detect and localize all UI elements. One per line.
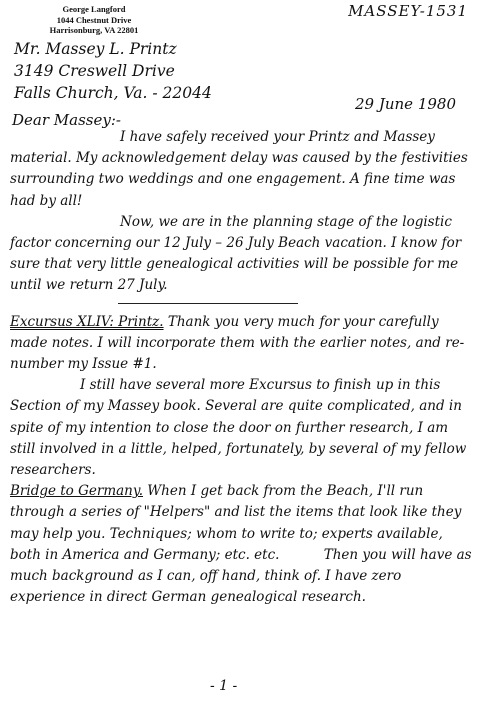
sender-name: George Langford [62,4,126,14]
recipient-name: Mr. Massey L. Printz [14,40,177,58]
germany-text: When I get back from the Beach, I'll run through a series of "Helpers" and list the items that look like they may help you. Techniques; whom to write to; experts available, both in America and Germany; etc. etc. [10,483,462,563]
page-number: - 1 - [210,678,238,694]
excursus-heading: Excursus XLIV: Printz. [10,313,164,330]
reference-code: MASSEY-1531 [348,2,468,20]
paragraph-acknowledgement: I have safely received your Printz and Massey material. My acknowledgement delay was caused by the festivities surrounding two weddings and one engagement. A fine time was had by all! [10,129,468,209]
germany-heading: Bridge to Germany. [10,483,143,500]
recipient-city: Falls Church, Va. - 22044 [14,84,212,102]
paragraph-massey-book: I still have several more Excursus to finish up in this Section of my Massey book. Several are quite complicated, and in spite of my intention to close the door on further research, I am still involved in a little, helped, fortunately, by several of my fellow researchers. [10,377,467,479]
paragraph-excursus [10,312,472,376]
recipient-street: 3149 Creswell Drive [14,62,175,80]
letter-date: 29 June 1980 [354,95,456,113]
salutation: Dear Massey:- [12,111,121,129]
excursus-text: Thank you very much for your carefully made notes. I will incorporate them with the earlier notes, and re-number my Issue #1. [10,313,465,373]
section-divider [118,303,298,304]
paragraph-vacation: Now, we are in the planning stage of the logistic factor concerning our 12 July – 26 July Beach vacation. I know for sure that very little genealogical activities will be possible for me until we return 27 July. [10,213,462,294]
recipient-address [14,38,212,104]
letterhead [14,4,174,36]
germany-text-cont: Then you will have as much background as I can, off hand, think of. I have zero experience in direct German genealogical research. [10,546,472,606]
letter-body [10,127,472,608]
sender-street: 1044 Chestnut Drive [56,14,132,25]
paragraph-germany [10,481,472,608]
sender-city: Harrisonburg, VA 22801 [49,25,139,35]
